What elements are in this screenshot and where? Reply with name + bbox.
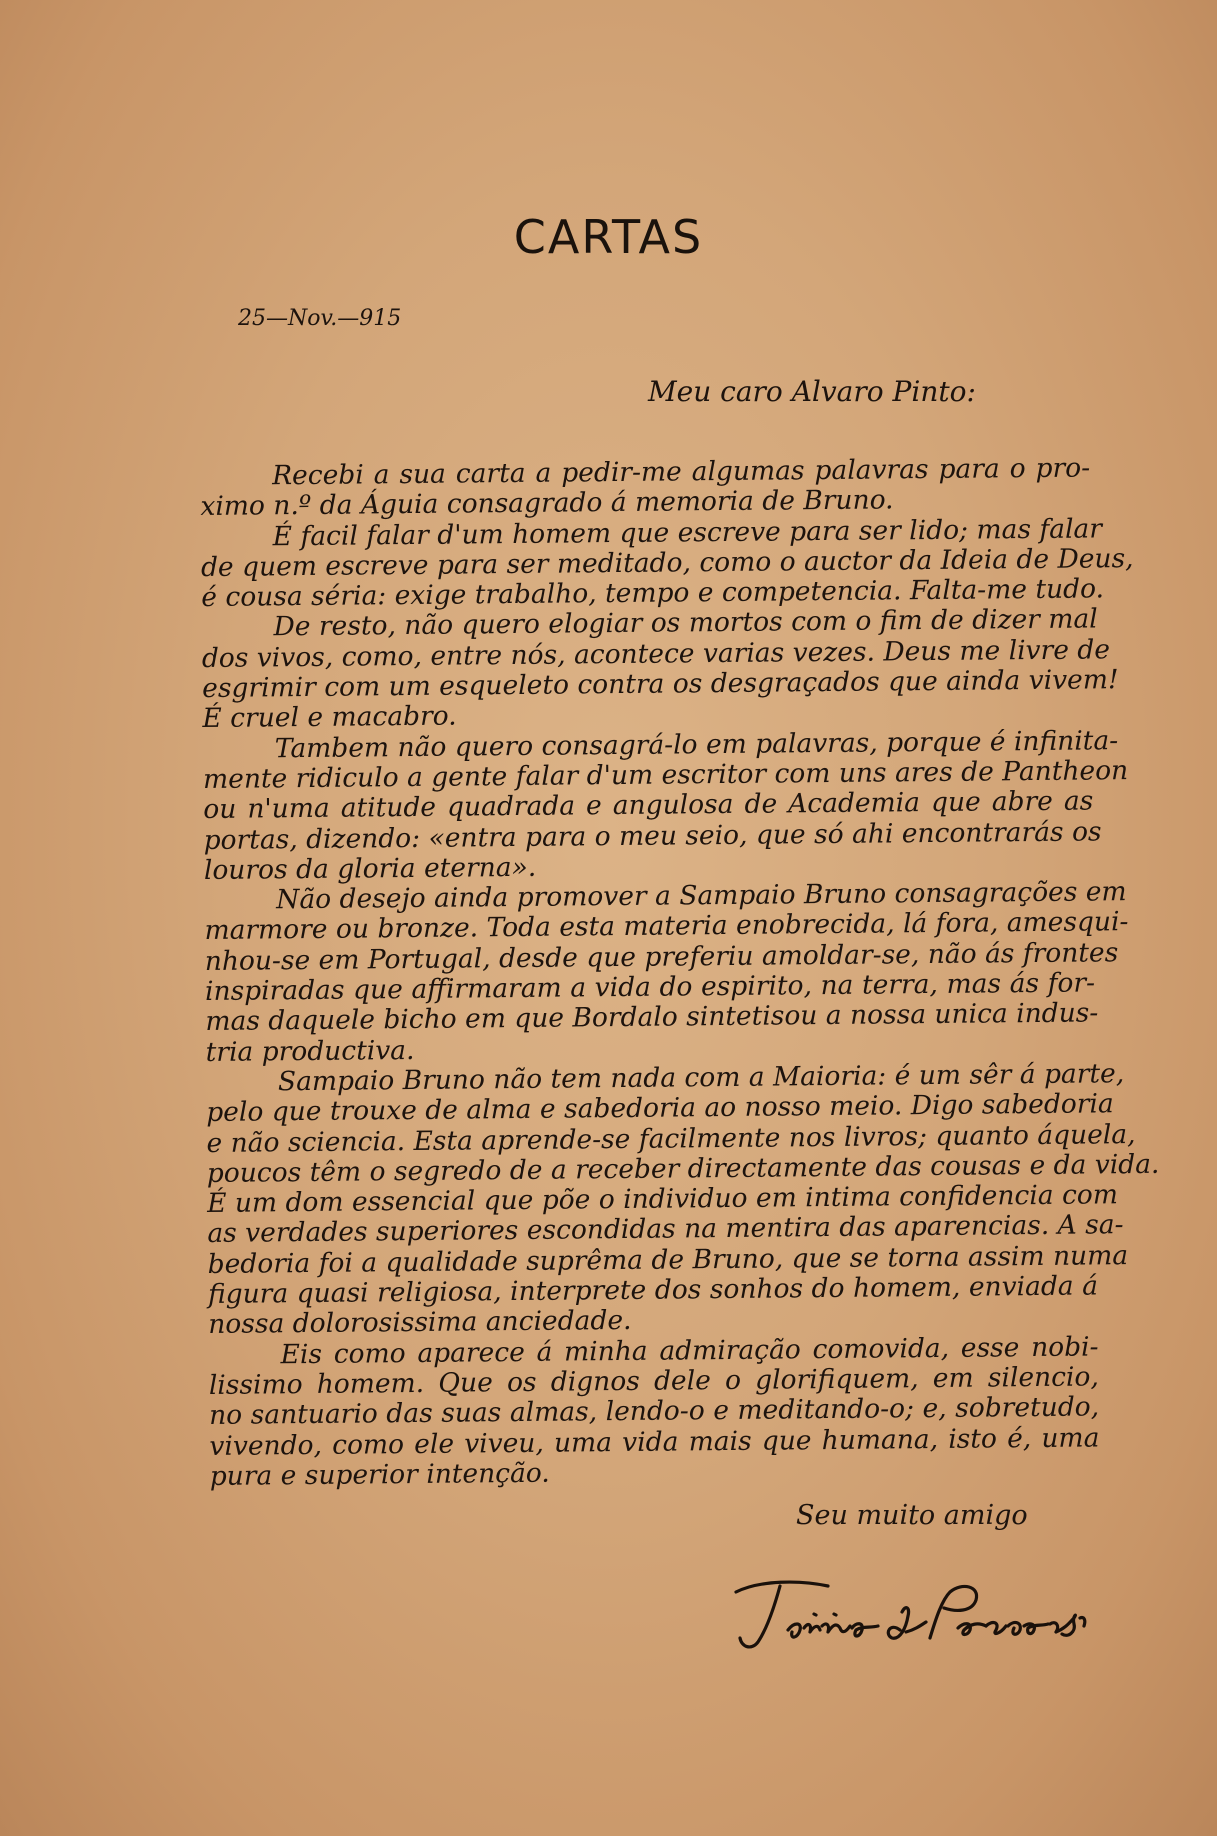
letter-line: ximo n.º da Águia consagrado á memoria de Bruno. [200,484,894,523]
letter-line: lissimo homem. Que os dignos dele o glorifiquem, em silencio, [208,1361,1099,1401]
page-title: CARTAS [513,210,704,264]
letter-line: portas, dizendo: «entra para o meu seio, que só ahi encontrarás os [203,815,1102,856]
letter-line: é cousa séria: exige trabalho, tempo e competencia. Falta-me tudo. [201,573,1105,614]
letter-line: Eis como aparece á minha admiração comovida, esse nobi- [280,1331,1099,1370]
handwritten-signature [730,1568,1100,1658]
letter-line: marmore ou bronze. Toda esta materia enobrecida, lá fora, amesqui- [204,906,1129,947]
letter-line: vivendo, como ele viveu, uma vida mais que humana, isto é, uma [209,1421,1100,1462]
letter-line: pura e superior intenção. [209,1457,550,1492]
letter-line: Sampaio Bruno não tem nada com a Maioria: é um sêr á parte, [277,1058,1125,1098]
letter-line: Não desejo ainda promover a Sampaio Bruno consagrações em [276,876,1127,916]
letter-line: inspiradas que affirmaram a vida do espirito, na terra, mas ás for- [204,967,1096,1008]
letter-line: mas daquele bicho em que Bordalo sintetisou a nossa unica indus- [205,997,1099,1038]
letter-line: É um dom essencial que põe o individuo em intima confidencia com [206,1179,1119,1220]
letter-line: nossa dolorosissima anciedade. [208,1305,632,1341]
letter-line: as verdades superiores escondidas na mentira das aparencias. A sa- [207,1209,1124,1250]
letter-line: pelo que trouxe de alma e sabedoria ao nosso meio. Digo sabedoria [206,1088,1114,1129]
letter-line: De resto, não quero elogiar os mortos com o fim de dizer mal [273,603,1098,643]
letter-line: Tambem não quero consagrá-lo em palavras, porque é infinita- [274,724,1119,764]
letter-line: Recebi a sua carta a pedir-me algumas palavras para o pro- [271,452,1091,492]
letter-line: de quem escreve para ser meditado, como o auctor da Ideia de Deus, [200,542,1134,583]
letter-line: figura quasi religiosa, interprete dos sonhos do homem, enviada á [207,1270,1099,1310]
letter-line: e não sciencia. Esta aprende-se facilmente nos livros; quanto áquela, [206,1118,1136,1159]
letter-line: dos vivos, como, entre nós, acontece varias vezes. Deus me livre de [201,634,1111,674]
letter-line: nhou-se em Portugal, desde que preferiu amoldar-se, não ás frontes [204,936,1119,977]
letter-date: 25—Nov.—915 [238,306,402,331]
letter-body [200,452,1160,1492]
letter-line: É facil falar d'um homem que escreve para ser lido; mas falar [272,512,1103,552]
letter-line: tria productiva. [205,1034,415,1068]
letter-salutation: Meu caro Alvaro Pinto: [648,375,976,408]
letter-line: É cruel e macabro. [202,700,457,735]
letter-line: poucos têm o segredo de a receber directamente das cousas e da vida. [206,1148,1160,1189]
letter-closing: Seu muito amigo [796,1500,1028,1531]
letter-line: mente ridiculo a gente falar d'um escritor com uns ares de Pantheon [202,755,1129,795]
letter-line: louros da gloria eterna». [203,851,537,886]
letter-line: ou n'uma atitude quadrada e angulosa de Academia que abre as [203,785,1094,826]
letter-line: no santuario das suas almas, lendo-o e meditando-o; e, sobretudo, [209,1391,1100,1432]
letter-line: bedoria foi a qualidade suprêma de Bruno, que se torna assim numa [207,1239,1129,1280]
letter-line: esgrimir com um esqueleto contra os desgraçados que ainda vivem! [202,664,1119,705]
